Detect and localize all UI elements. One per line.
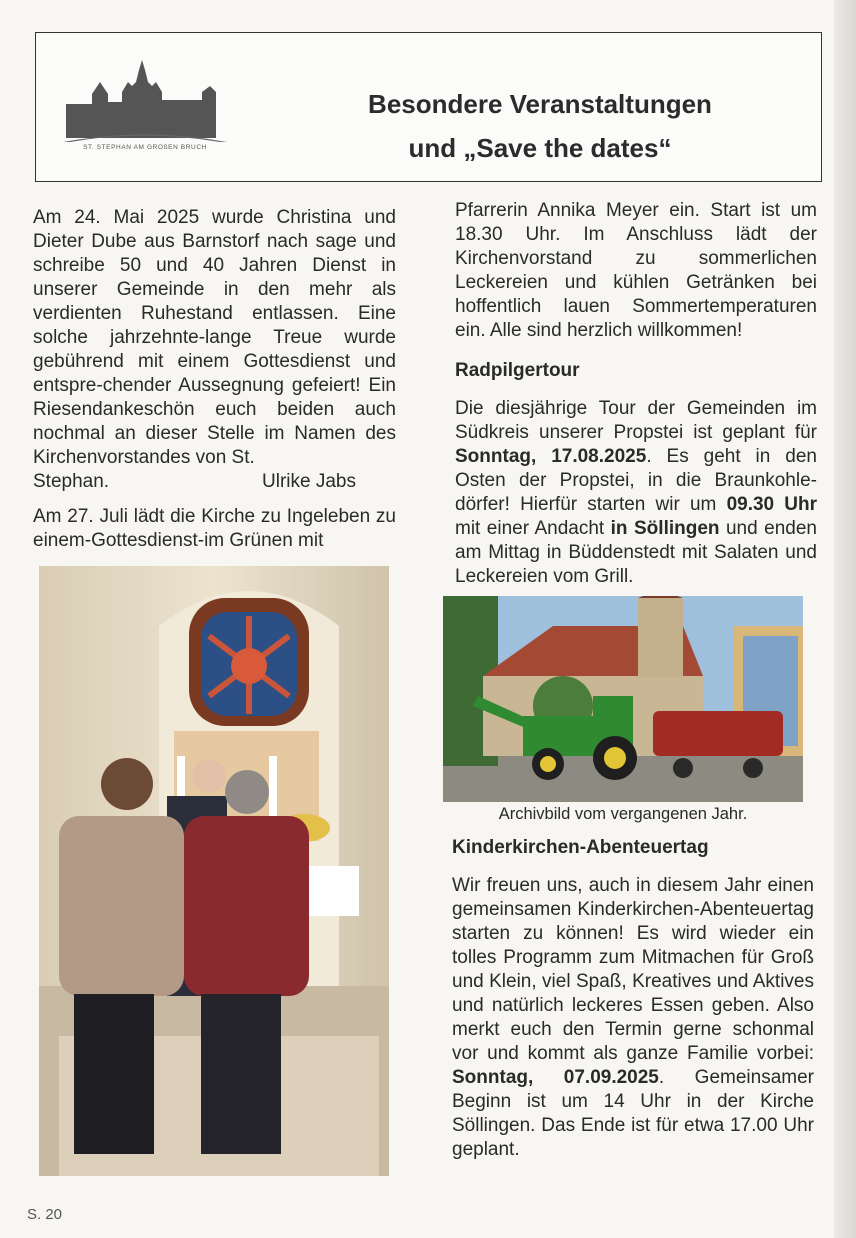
right-column-top xyxy=(455,199,817,589)
left-column xyxy=(33,206,396,553)
kinderkirchen-text-a: Wir freuen uns, auch in diesem Jahr einen gemeinsamen Kinderkirchen-Abenteuertag starten zu können! Es wird wieder ein tolles Programm zum Mitmachen für Groß und Klein, viel Spaß, Kreatives und Aktives und natürlich leckeres Essen geben. Also merkt euch den Termin gerne schonmal vor und kommt als ganze Familie vorbei: xyxy=(452,875,814,1064)
page-number: S. 20 xyxy=(27,1206,63,1223)
radpilger-place: in Söllingen xyxy=(610,518,720,539)
title-line-1: Besondere Veranstaltungen xyxy=(368,89,712,119)
radpilger-text-a: Die diesjährige Tour der Gemeinden im Südkreis unserer Propstei ist geplant für xyxy=(455,398,817,443)
radpilger-time: 09.30 Uhr xyxy=(726,494,818,515)
ingeleben-paragraph: Am 27. Juli lädt die Kirche zu Ingeleben zu einem-Gottesdienst-im Grünen mit xyxy=(33,506,396,551)
page-edge-shadow xyxy=(834,0,856,1238)
ingeleben-continuation: Pfarrerin Annika Meyer ein. Start ist um 18.30 Uhr. Im Anschluss lädt der Kirchenvorstand zu sommerlichen Leckereien und kühlen Getränken bei hoffentlich lauen Sommertemperaturen ein. Alle sind herzlich willkommen! xyxy=(455,200,817,341)
radpilgertour-paragraph xyxy=(455,397,817,589)
heading-radpilgertour: Radpilgertour xyxy=(455,360,580,381)
signature-row xyxy=(33,470,396,494)
kinderkirchen-text-b: . Gemeinsamer Beginn ist um 14 Uhr in der Kirche Söllingen. Das Ende ist für etwa 17.00 Uhr geplant. xyxy=(452,1067,814,1160)
kinderkirchen-date: Sonntag, 07.09.2025 xyxy=(452,1067,659,1088)
heading-kinderkirchen: Kinderkirchen-Abenteuertag xyxy=(452,837,709,858)
radpilger-text-b: . Es geht in den Osten der Propstei, in die Braunkohle-dörfer! Hierfür starten wir um xyxy=(455,446,817,515)
right-column-bottom xyxy=(452,836,814,1162)
archive-tractor-photo xyxy=(443,596,803,802)
kinderkirchen-paragraph xyxy=(452,874,814,1162)
title-line-2: und „Save the dates“ xyxy=(408,133,672,163)
radpilger-date: Sonntag, 17.08.2025 xyxy=(455,446,647,467)
author-signature: Ulrike Jabs xyxy=(262,471,356,492)
church-interior-photo xyxy=(39,566,389,1176)
photo-caption: Archivbild vom vergangenen Jahr. xyxy=(498,805,748,823)
page-title xyxy=(320,82,760,170)
logo-text: ST. STEPHAN AM GROßEN BRUCH xyxy=(83,144,207,151)
radpilger-text-c: mit einer Andacht xyxy=(455,518,605,539)
church-logo xyxy=(52,56,238,156)
radpilger-text-d: und enden am Mittag in Büddenstedt mit Salaten und Leckereien vom Grill. xyxy=(455,518,817,587)
paragraph-end: Stephan. xyxy=(33,471,110,492)
retirement-paragraph: Am 24. Mai 2025 wurde Christina und Dieter Dube aus Barnstorf nach sage und schreibe 50 und 40 Jahren Dienst in unserer Gemeinde in den mehr als verdienten Ruhestand entlassen. Eine solche jahrzehnte-lange Treue wurde gebührend mit einem Gottesdienst und entspre-chender Aussegnung gefeiert! Ein Riesendankeschön euch beiden auch nochmal an dieser Stelle im Namen des Kirchenvorstandes von St. xyxy=(33,207,396,468)
